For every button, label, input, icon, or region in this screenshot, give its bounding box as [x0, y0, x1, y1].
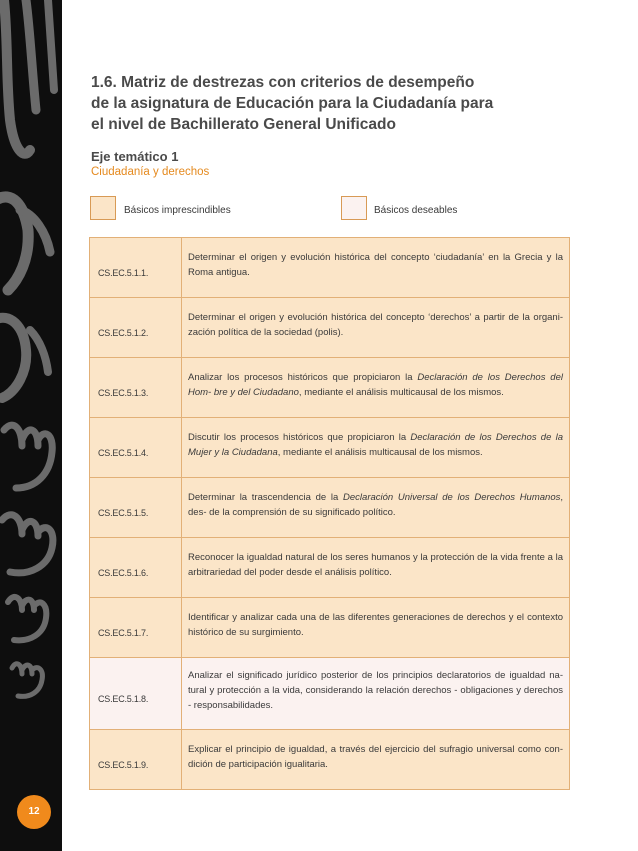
skill-code: CS.EC.5.1.8.	[90, 658, 182, 730]
legend-swatch-deseables	[341, 196, 367, 220]
skill-code: CS.EC.5.1.5.	[90, 478, 182, 538]
matrix-row	[90, 598, 570, 658]
skills-matrix-table	[89, 237, 570, 790]
skill-description-italic: Mujer y la Ciudadana	[188, 446, 278, 458]
skill-description-text: , des-	[188, 491, 563, 518]
skill-description-text: Analizar el significado jurídico posterior de los principios declaratorios de igualdad na-	[188, 670, 563, 681]
matrix-row	[90, 538, 570, 598]
decorative-side-band	[0, 0, 62, 851]
section-title	[91, 72, 511, 135]
skill-description-text: Identificar y analizar cada una de las diferentes generaciones de derechos y el contexto	[188, 611, 563, 623]
skill-description-text: Discutir los procesos históricos que propiciaron la	[188, 431, 411, 443]
skill-description	[182, 418, 570, 478]
skill-description-italic: Declaración de los Derechos de la	[410, 431, 563, 443]
skill-description-text: dición de participación igualitaria.	[188, 758, 328, 770]
skill-description-text: , mediante el análisis multicausal de los mismos.	[277, 446, 483, 458]
skill-description	[182, 658, 570, 730]
skill-description-italic: bre y del Ciudadano	[213, 386, 299, 398]
skill-description-text: zación política de la sociedad (polis).	[188, 326, 344, 338]
skill-description-italic: Declaración Universal de los Derechos Humanos	[343, 491, 561, 503]
skill-description-text: Analizar los procesos históricos que propiciaron la	[188, 371, 418, 383]
skill-code: CS.EC.5.1.4.	[90, 418, 182, 478]
skill-code: CS.EC.5.1.3.	[90, 358, 182, 418]
legend-label-deseables: Básicos deseables	[374, 205, 458, 216]
axis-title: Eje temático 1	[91, 149, 179, 164]
hand-pattern-icon	[0, 0, 62, 851]
skill-description-text: Determinar la trascendencia de la	[188, 491, 344, 503]
skill-description-italic: Declaración de los Derechos del Hom-	[188, 371, 563, 398]
skill-description-text: arbitrariedad del poder desde el análisis político.	[188, 566, 392, 578]
skill-description	[182, 478, 570, 538]
matrix-row	[90, 358, 570, 418]
skill-code: CS.EC.5.1.7.	[90, 598, 182, 658]
skill-description-text: de la comprensión de su significado político.	[209, 506, 396, 518]
skill-description-text: - responsabilidades.	[188, 700, 274, 711]
section-title-line-3: el nivel de Bachillerato General Unificado	[91, 116, 396, 133]
skill-description	[182, 358, 570, 418]
matrix-row	[90, 730, 570, 790]
skill-description-text: tural y protección a la vida, considerando la relación derechos - obligaciones y derechos	[188, 685, 563, 696]
section-title-line-1: 1.6. Matriz de destrezas con criterios de desempeño	[91, 74, 475, 91]
skill-description-text: Roma antigua.	[188, 266, 250, 278]
skill-description	[182, 730, 570, 790]
matrix-row	[90, 418, 570, 478]
skill-code: CS.EC.5.1.9.	[90, 730, 182, 790]
skill-description-text: histórico de su surgimiento.	[188, 626, 304, 638]
skill-description-text: Explicar el principio de igualdad, a través del ejercicio del sufragio universal como con-	[188, 743, 563, 755]
section-title-line-2: de la asignatura de Educación para la Ciudadanía para	[91, 95, 494, 112]
page-number: 12	[17, 795, 51, 829]
skill-description-text: Reconocer la igualdad natural de los seres humanos y la protección de la vida frente a la	[188, 551, 563, 563]
matrix-row	[90, 478, 570, 538]
skill-description-text: Determinar el origen y evolución histórica del concepto ‘ciudadanía’ en la Grecia y la	[188, 251, 563, 263]
skill-code: CS.EC.5.1.2.	[90, 298, 182, 358]
matrix-row	[90, 298, 570, 358]
skill-description	[182, 298, 570, 358]
skill-code: CS.EC.5.1.1.	[90, 238, 182, 298]
matrix-row	[90, 238, 570, 298]
axis-subtitle: Ciudadanía y derechos	[91, 166, 210, 178]
skill-description	[182, 598, 570, 658]
skill-code: CS.EC.5.1.6.	[90, 538, 182, 598]
skill-description-text: Determinar el origen y evolución histórica del concepto ‘derechos’ a partir de la organi-	[188, 311, 563, 323]
legend-label-imprescindibles: Básicos imprescindibles	[124, 205, 231, 216]
skill-description	[182, 238, 570, 298]
skill-description	[182, 538, 570, 598]
skill-description-text: , mediante el análisis multicausal de los mismos.	[298, 386, 504, 398]
legend-swatch-imprescindibles	[90, 196, 116, 220]
matrix-row	[90, 658, 570, 730]
